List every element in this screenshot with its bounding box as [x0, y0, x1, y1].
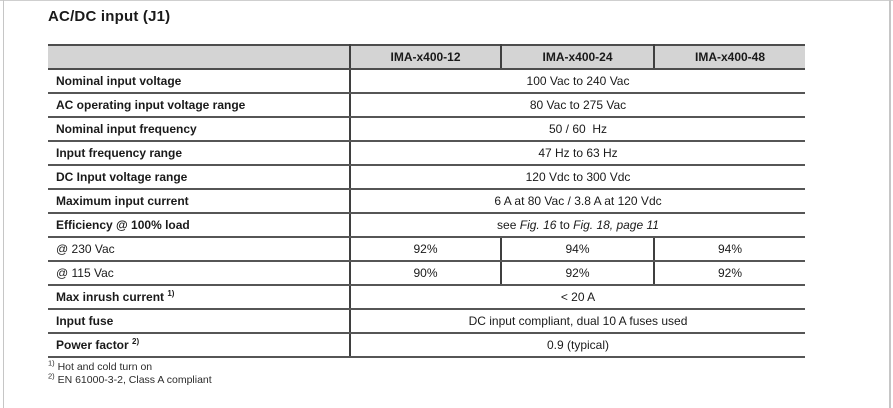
row-label: Power factor $^{2)}$	[48, 333, 350, 357]
table-row	[48, 189, 805, 213]
page-border-top	[0, 0, 893, 1]
value-figure-ref: Fig. 18, page 11	[573, 218, 659, 232]
value-text: to	[556, 218, 574, 232]
table-row	[48, 165, 805, 189]
table-row	[48, 237, 805, 261]
footnote	[48, 371, 212, 387]
header-cell-model-48: IMA-x400-48	[654, 45, 805, 69]
row-value-model-24: 92%	[501, 261, 654, 285]
row-value-model-24: 94%	[501, 237, 654, 261]
row-label: Max inrush current $^{1)}$	[48, 285, 350, 309]
value-text: see	[497, 218, 520, 232]
table-row	[48, 69, 805, 93]
row-label: Efficiency @ 100% load	[48, 213, 350, 237]
row-value: 100 Vac to 240 Vac	[350, 69, 805, 93]
row-value: DC input compliant, dual 10 A fuses used	[350, 309, 805, 333]
row-label: @ 115 Vac	[48, 261, 350, 285]
row-value: 50 / 60 Hz	[350, 117, 805, 141]
row-value-model-48: 94%	[654, 237, 805, 261]
footnote-marker: 2)	[48, 371, 55, 381]
header-cell-blank	[48, 45, 350, 69]
row-label: AC operating input voltage range	[48, 93, 350, 117]
footnote-marker: 1)	[48, 358, 55, 368]
header-cell-model-12: IMA-x400-12	[350, 45, 501, 69]
table-row	[48, 141, 805, 165]
value-figure-ref: Fig. 16	[519, 218, 557, 232]
page-title: AC/DC input (J1)	[48, 8, 171, 25]
footnote-marker: 1)	[167, 289, 175, 298]
row-value-model-12: 92%	[350, 237, 501, 261]
table-row	[48, 285, 805, 309]
footnote-text: EN 61000-3-2, Class A compliant	[54, 374, 212, 386]
row-value: 120 Vdc to 300 Vdc	[350, 165, 805, 189]
table-row-efficiency	[48, 213, 805, 237]
table-row	[48, 117, 805, 141]
row-label: Maximum input current	[48, 189, 350, 213]
table-header-row	[48, 45, 805, 69]
row-label: @ 230 Vac	[48, 237, 350, 261]
row-value: 6 A at 80 Vac / 3.8 A at 120 Vdc	[350, 189, 805, 213]
spec-table	[48, 44, 805, 358]
table-row	[48, 261, 805, 285]
footnotes	[48, 358, 212, 387]
page-border-left	[3, 0, 4, 408]
row-value: < 20 A	[350, 285, 805, 309]
header-cell-model-24: IMA-x400-24	[501, 45, 654, 69]
row-label: Input frequency range	[48, 141, 350, 165]
row-label: Nominal input frequency	[48, 117, 350, 141]
table-row	[48, 93, 805, 117]
table-row	[48, 309, 805, 333]
page-border-right	[889, 0, 891, 408]
row-label: Input fuse	[48, 309, 350, 333]
footnote-text: Hot and cold turn on	[54, 361, 153, 373]
footnote	[48, 358, 212, 374]
row-label: Nominal input voltage	[48, 69, 350, 93]
row-value-model-12: 90%	[350, 261, 501, 285]
row-value	[350, 213, 805, 237]
table-row	[48, 333, 805, 357]
footnote-marker: 2)	[132, 337, 140, 346]
row-value: 0.9 (typical)	[350, 333, 805, 357]
row-value: 80 Vac to 275 Vac	[350, 93, 805, 117]
row-value: 47 Hz to 63 Hz	[350, 141, 805, 165]
row-label: DC Input voltage range	[48, 165, 350, 189]
row-value-model-48: 92%	[654, 261, 805, 285]
